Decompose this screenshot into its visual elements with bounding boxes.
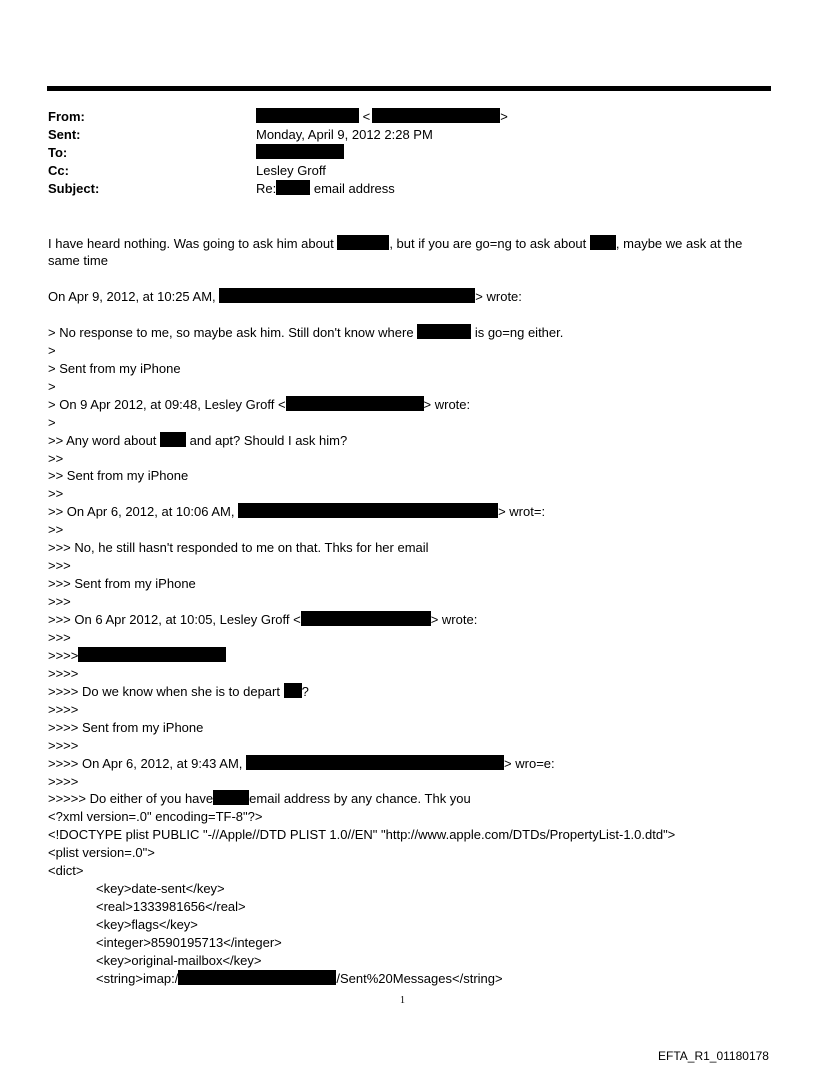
body-line: <?xml version=.0" encoding=TF-8"?> — [48, 809, 263, 824]
body-line: >>> — [48, 594, 71, 609]
body-line — [48, 288, 522, 305]
page-number: 1 — [400, 995, 405, 1006]
body-line — [48, 755, 555, 772]
body-line — [48, 970, 503, 987]
text: > wro=e: — [504, 756, 555, 771]
redaction-box — [256, 144, 344, 159]
text: ? — [301, 684, 309, 699]
subject-rest: email address — [313, 181, 395, 196]
redaction-box — [78, 647, 226, 662]
body-line: >>> — [48, 558, 71, 573]
body-line — [48, 324, 563, 341]
text: >>>>> Do either of you have — [48, 791, 214, 806]
redaction-box — [219, 288, 475, 303]
body-line — [48, 683, 309, 700]
text: >>>> — [48, 648, 79, 663]
body-line: <key>date-sent</key> — [96, 881, 225, 896]
body-line — [48, 432, 347, 449]
redaction-box — [337, 235, 389, 250]
subject-re: Re: — [256, 181, 277, 196]
body-line: > — [48, 379, 56, 394]
body-line — [48, 235, 742, 252]
from-gt: > — [500, 109, 508, 124]
redaction-box — [372, 108, 500, 123]
subject-value — [256, 180, 395, 198]
body-line: <integer>8590195713</integer> — [96, 935, 282, 950]
from-value — [256, 108, 508, 126]
text: >> Any word about — [48, 433, 157, 448]
from-label: From: — [48, 109, 85, 124]
body-line: <plist version=.0"> — [48, 845, 155, 860]
to-label: To: — [48, 145, 68, 160]
text: >> On Apr 6, 2012, at 10:06 AM, — [48, 504, 235, 519]
redaction-box — [301, 611, 431, 626]
body-line: <key>flags</key> — [96, 917, 198, 932]
body-line: >>>> — [48, 666, 79, 681]
text: > wrote: — [475, 289, 522, 304]
redaction-box — [160, 432, 186, 447]
redaction-box — [246, 755, 504, 770]
body-line — [48, 396, 470, 413]
text: >>>> Do we know when she is to depart — [48, 684, 280, 699]
redaction-box — [178, 970, 336, 985]
header-rule — [47, 86, 771, 91]
body-line: > — [48, 343, 56, 358]
body-line: <key>original-mailbox</key> — [96, 953, 262, 968]
text: > wrote: — [423, 397, 471, 412]
sent-label: Sent: — [48, 127, 81, 142]
redaction-box — [238, 503, 498, 518]
body-line: >>>> — [48, 738, 79, 753]
body-line: >>>> — [48, 774, 79, 789]
body-line: <dict> — [48, 863, 84, 878]
body-line: <!DOCTYPE plist PUBLIC "-//Apple//DTD PLIST 1.0//EN" "http://www.apple.com/DTDs/PropertyList-1.0.dtd"> — [48, 827, 676, 842]
redaction-box — [417, 324, 471, 339]
subject-label: Subject: — [48, 181, 100, 196]
body-line: >> — [48, 486, 64, 501]
redaction-box — [276, 180, 310, 195]
body-line: > Sent from my iPhone — [48, 361, 181, 376]
text: , maybe we ask at the — [615, 236, 743, 251]
text: > On 9 Apr 2012, at 09:48, Lesley Groff < — [48, 397, 286, 412]
text: > wrot=: — [498, 504, 546, 519]
body-line: >>>> — [48, 702, 79, 717]
cc-value: Lesley Groff — [256, 163, 326, 178]
redaction-box — [213, 790, 249, 805]
bates-number: EFTA_R1_01180178 — [658, 1049, 769, 1063]
sent-value: Monday, April 9, 2012 2:28 PM — [256, 127, 433, 142]
text: > No response to me, so maybe ask him. Still don't know where — [48, 325, 414, 340]
text: , but if you are go=ng to ask about — [389, 236, 587, 251]
text: >>> On 6 Apr 2012, at 10:05, Lesley Groff < — [48, 612, 301, 627]
redaction-box — [286, 396, 424, 411]
redaction-box — [284, 683, 302, 698]
text: email address by any chance. Thk you — [249, 791, 471, 806]
body-line: >> Sent from my iPhone — [48, 468, 189, 483]
text: >>>> On Apr 6, 2012, at 9:43 AM, — [48, 756, 243, 771]
redaction-box — [256, 108, 359, 123]
body-line — [48, 611, 477, 628]
body-line: >> — [48, 522, 64, 537]
cc-label: Cc: — [48, 163, 69, 178]
body-line: > — [48, 415, 56, 430]
text: /Sent%20Messages</string> — [336, 971, 503, 986]
text: On Apr 9, 2012, at 10:25 AM, — [48, 289, 216, 304]
body-line — [48, 647, 226, 664]
text: and apt? Should I ask him? — [189, 433, 348, 448]
body-line: >> — [48, 451, 64, 466]
redaction-box — [590, 235, 616, 250]
body-line — [48, 790, 471, 807]
body-line — [48, 503, 545, 520]
body-line: same time — [48, 253, 108, 268]
body-line: >>> Sent from my iPhone — [48, 576, 196, 591]
body-line: >>>> Sent from my iPhone — [48, 720, 204, 735]
text: > wrote: — [430, 612, 478, 627]
from-lt: < — [362, 109, 371, 124]
text: I have heard nothing. Was going to ask him about — [48, 236, 334, 251]
body-line: >>> — [48, 630, 71, 645]
to-value — [256, 144, 344, 162]
body-line: >>> No, he still hasn't responded to me on that. Thks for her email — [48, 540, 429, 555]
text: is go=ng either. — [474, 325, 564, 340]
text: <string>imap:/ — [96, 971, 179, 986]
body-line: <real>1333981656</real> — [96, 899, 246, 914]
